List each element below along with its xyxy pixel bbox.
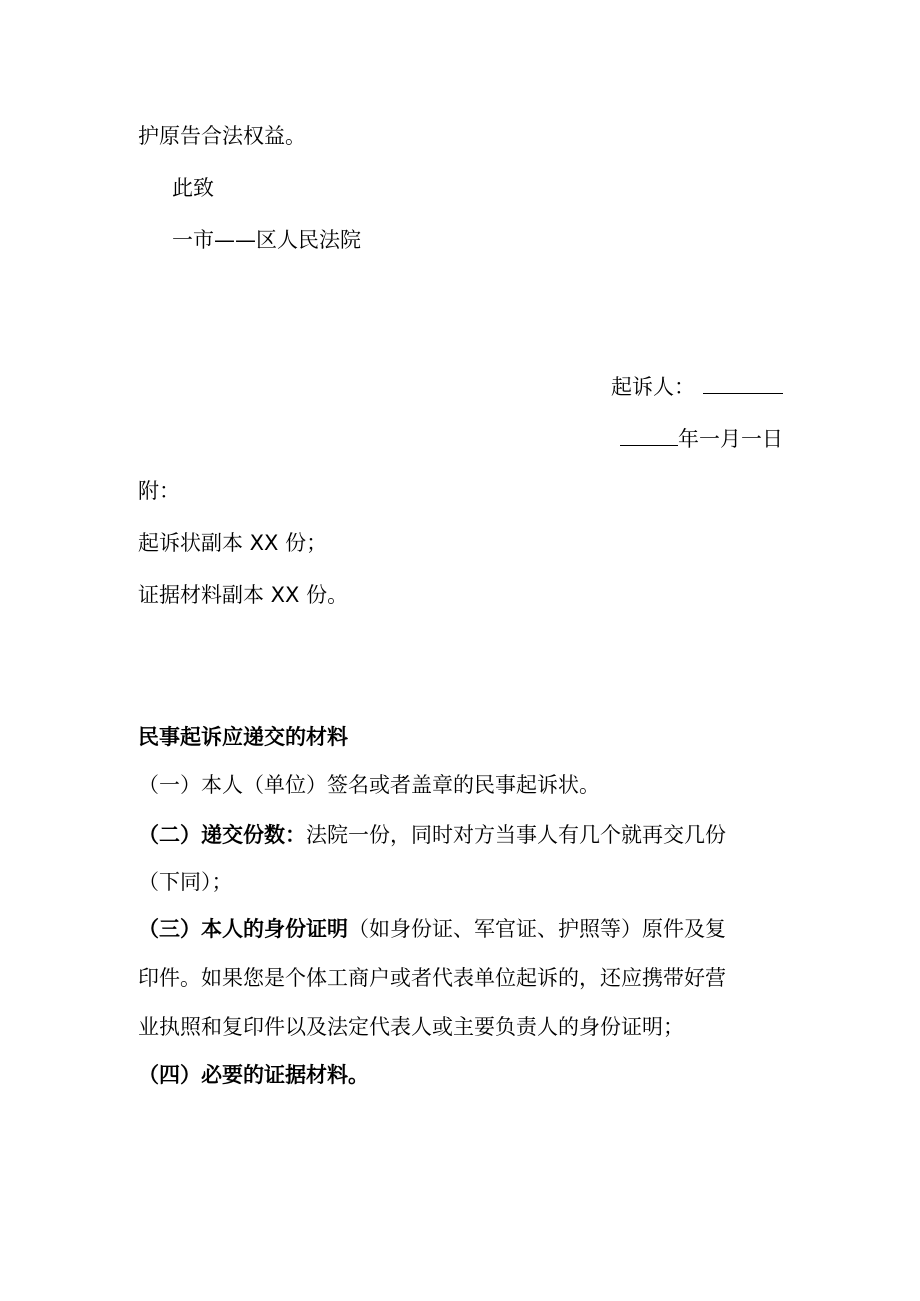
year-blank	[620, 425, 678, 446]
court-name: 一市——区人民法院	[172, 228, 361, 252]
material-item-1: （一）本人（单位）签名或者盖章的民事起诉状。	[138, 773, 600, 797]
date-line	[620, 424, 783, 454]
material-item-3-text: （如身份证、军官证、护照等）原件及复	[348, 917, 726, 941]
plaintiff-signature-line	[611, 372, 783, 402]
material-item-4: （四）必要的证据材料。	[138, 1063, 369, 1087]
material-item-3-line-2: 印件。如果您是个体工商户或者代表单位起诉的，还应携带好营	[138, 966, 726, 990]
plaintiff-blank	[703, 373, 783, 394]
material-item-2-text: 法院一份，同时对方当事人有几个就再交几份	[306, 823, 726, 847]
material-item-2	[138, 820, 726, 850]
attachment-item: 证据材料副本 XX 份。	[138, 583, 349, 607]
salutation: 此致	[172, 176, 214, 200]
material-item-3	[138, 914, 726, 944]
closing-text: 护原告合法权益。	[138, 124, 306, 148]
plaintiff-label: 起诉人：	[611, 375, 695, 399]
materials-title: 民事起诉应递交的材料	[138, 725, 348, 749]
material-item-3-label: （三）本人的身份证明	[138, 917, 348, 941]
attachment-item: 起诉状副本 XX 份；	[138, 531, 328, 555]
material-item-2-continued: （下同）；	[138, 870, 233, 894]
material-item-2-label: （二）递交份数：	[138, 823, 306, 847]
date-text: 年一月一日	[678, 427, 783, 451]
attachments-heading: 附：	[138, 479, 180, 503]
material-item-3-line-3: 业执照和复印件以及法定代表人或主要负责人的身份证明；	[138, 1015, 684, 1039]
